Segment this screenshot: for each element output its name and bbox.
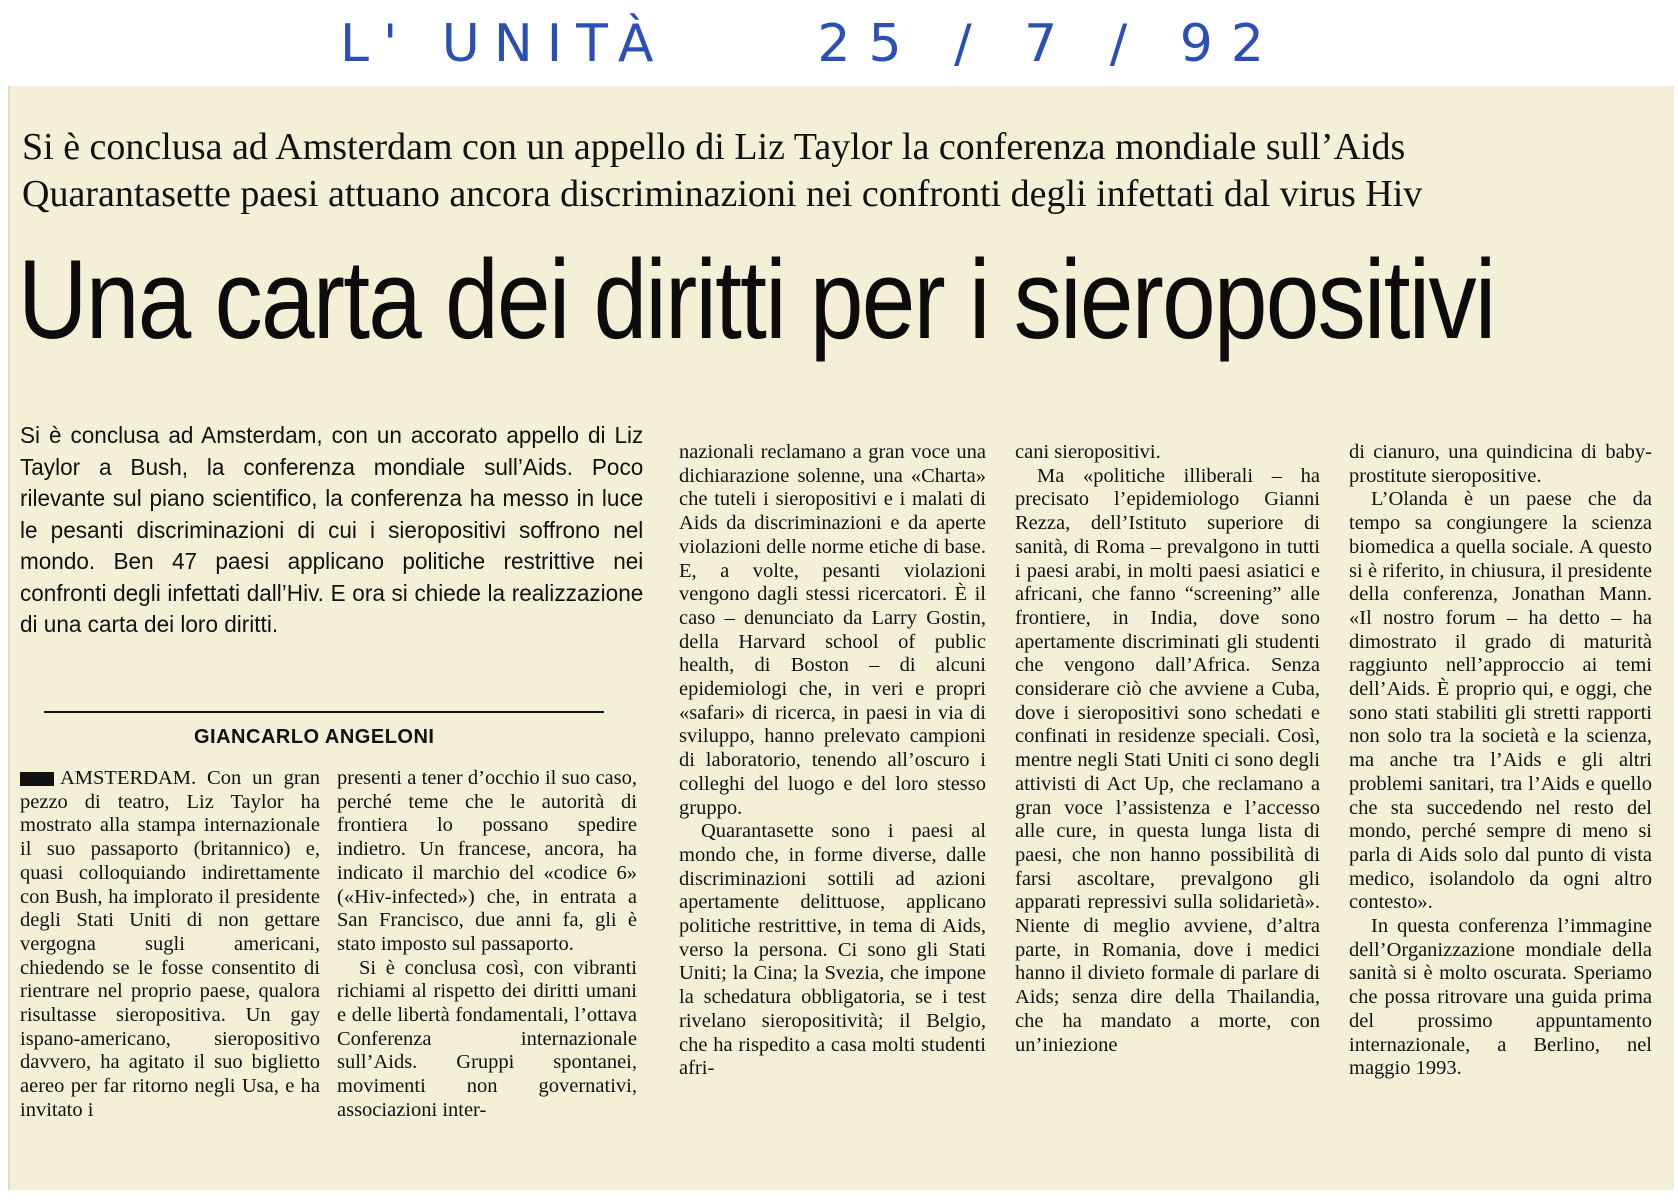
paragraph: Si è conclusa così, con vibranti richiami al rispetto dei diritti umani e delle libertà fondamentali, l’ottava Conferenza internazionale sull’Aids. Gruppi spontanei, movimenti non governativi, associazioni inter- bbox=[337, 956, 637, 1121]
paragraph: nazionali reclamano a gran voce una dichiarazione solenne, una «Charta» che tuteli i sieropositivi e i malati di Aids da discriminazioni e da aperte violazioni delle norme etiche di base. E, a volte, pesanti violazioni vengono dagli stessi ricercatori. È il caso – denunciato da Larry Gostin, della Harvard school of public health, di Boston – di alcuni epidemiologi che, in veri e propri «safari» di ricerca, in paesi in via di sviluppo, hanno prelevato campioni di laboratorio, tenendo all’oscuro i colleghi del luogo e del loro stesso gruppo. bbox=[679, 441, 986, 819]
article-column-1 bbox=[20, 767, 320, 1123]
article-column-3 bbox=[679, 441, 986, 1081]
paragraph-text: AMSTERDAM. Con un gran pezzo di teatro, Liz Taylor ha mostrato alla stampa internazionale il suo passaporto (britannico) e, quasi colloquiando indirettamente con Bush, ha implorato il presidente degli Stati Uniti di non gettare vergogna sugli americani, chiedendo se le fosse consentito di rientrare nel proprio paese, qualora risultasse sieropositiva. Un gay ispano-americano, sieropositivo davvero, ha agitato il suo biglietto aereo per far ritorno negli Usa, e ha invitato i bbox=[20, 767, 320, 1121]
handwritten-date: 25 / 7 / 92 bbox=[817, 14, 1282, 74]
article-column-4 bbox=[1015, 441, 1320, 1057]
paragraph bbox=[20, 767, 320, 1123]
paragraph: di cianuro, una quindicina di baby-prostitute sieropositive. bbox=[1349, 441, 1652, 487]
paragraph: In questa conferenza l’immagine dell’Organizzazione mondiale della sanità si è molto oscurata. Speriamo che possa ritrovare una guida prima del prossimo appuntamento internazionale, a Berlino, nel maggio 1993. bbox=[1349, 915, 1652, 1080]
article-column-2 bbox=[337, 767, 637, 1123]
paragraph: presenti a tener d’occhio il suo caso, perché teme che le autorità di frontiera lo possano spedire indietro. Un francese, ancora, ha indicato il marchio del «codice 6» («Hiv-infected») che, in entrata a San Francisco, due anni fa, gli è stato imposto sul passaporto. bbox=[337, 767, 637, 955]
paragraph: L’Olanda è un paese che da tempo sa congiungere la scienza biomedica a quella sociale. A questo si è riferito, in chiusura, il presidente della conferenza, Jonathan Mann. «Il nostro forum – ha detto – ha dimostrato il grado di maturità raggiunto nell’approccio ai temi dell’Aids. È proprio qui, e oggi, che sono stati stabiliti gli stretti rapporti non solo tra la società e la scienza, ma anche tra l’Aids e gli altri problemi sanitari, tra l’Aids e quello che sta succedendo nel resto del mondo, perché sempre di meno si parla di Aids solo dal punto di vista medico, isolandolo da ogni altro contesto». bbox=[1349, 488, 1652, 914]
kicker-line-2: Quarantasette paesi attuano ancora discriminazioni nei confronti degli infettati dal virus Hiv bbox=[22, 173, 1423, 215]
lead-paragraph: Si è conclusa ad Amsterdam, con un accorato appello di Liz Taylor a Bush, la conferenza mondiale sull’Aids. Poco rilevante sul piano scientifico, la conferenza ha messo in luce le pesanti discriminazioni di cui i sieropositivi soffrono nel mondo. Ben 47 paesi applicano politiche restrittive nei confronti degli infettati dall’Hiv. E ora si chiede la realizzazione di una carta dei loro diritti. bbox=[20, 422, 644, 637]
handwritten-annotation bbox=[340, 14, 1282, 74]
newspaper-name: L' UNITÀ bbox=[340, 14, 668, 74]
byline: GIANCARLO ANGELONI bbox=[194, 726, 435, 748]
paragraph: Ma «politiche illiberali – ha precisato l’epidemiologo Gianni Rezza, dell’Istituto superiore di sanità, di Roma – prevalgono in tutti i paesi arabi, in molti paesi asiatici e africani, che fanno “screening” alle frontiere, in India, dove sono apertamente discriminati gli studenti che vengono dall’Africa. Senza considerare ciò che avviene a Cuba, dove i sieropositivi sono schedati e confinati in residenze speciali. Così, mentre negli Stati Uniti ci sono degli attivisti di Act Up, che reclamano a gran voce l’assistenza e l’accesso alle cure, in questa lunga lista di paesi, che non hanno possibilità di farsi ascoltare, prevalgono gli apparati repressivi sulla solidarietà». Niente di meglio avviene, d’altra parte, in Romania, dove i medici hanno il divieto formale di parlare di Aids; senza dire della Thailandia, che ha mandato a morte, con un’iniezione bbox=[1015, 464, 1320, 1056]
byline-rule bbox=[44, 711, 604, 713]
paragraph: cani sieropositivi. bbox=[1015, 441, 1161, 463]
dateline-marker bbox=[20, 772, 54, 786]
article-column-5 bbox=[1349, 441, 1652, 1081]
kicker-line-1: Si è conclusa ad Amsterdam con un appello di Liz Taylor la conferenza mondiale sull’Aids bbox=[22, 126, 1406, 168]
paragraph: Quarantasette sono i paesi al mondo che, in forme diverse, dalle discriminazioni sottili ad azioni apertamente delittuose, applicano politiche restrittive, in tema di Aids, verso la persona. Ci sono gli Stati Uniti; la Cina; la Svezia, che impone la schedatura obbligatoria, se i test rivelano sieropositività; il Belgio, che ha rispedito a casa molti studenti afri- bbox=[679, 820, 986, 1080]
headline: Una carta dei diritti per i sieropositivi bbox=[18, 237, 1495, 362]
